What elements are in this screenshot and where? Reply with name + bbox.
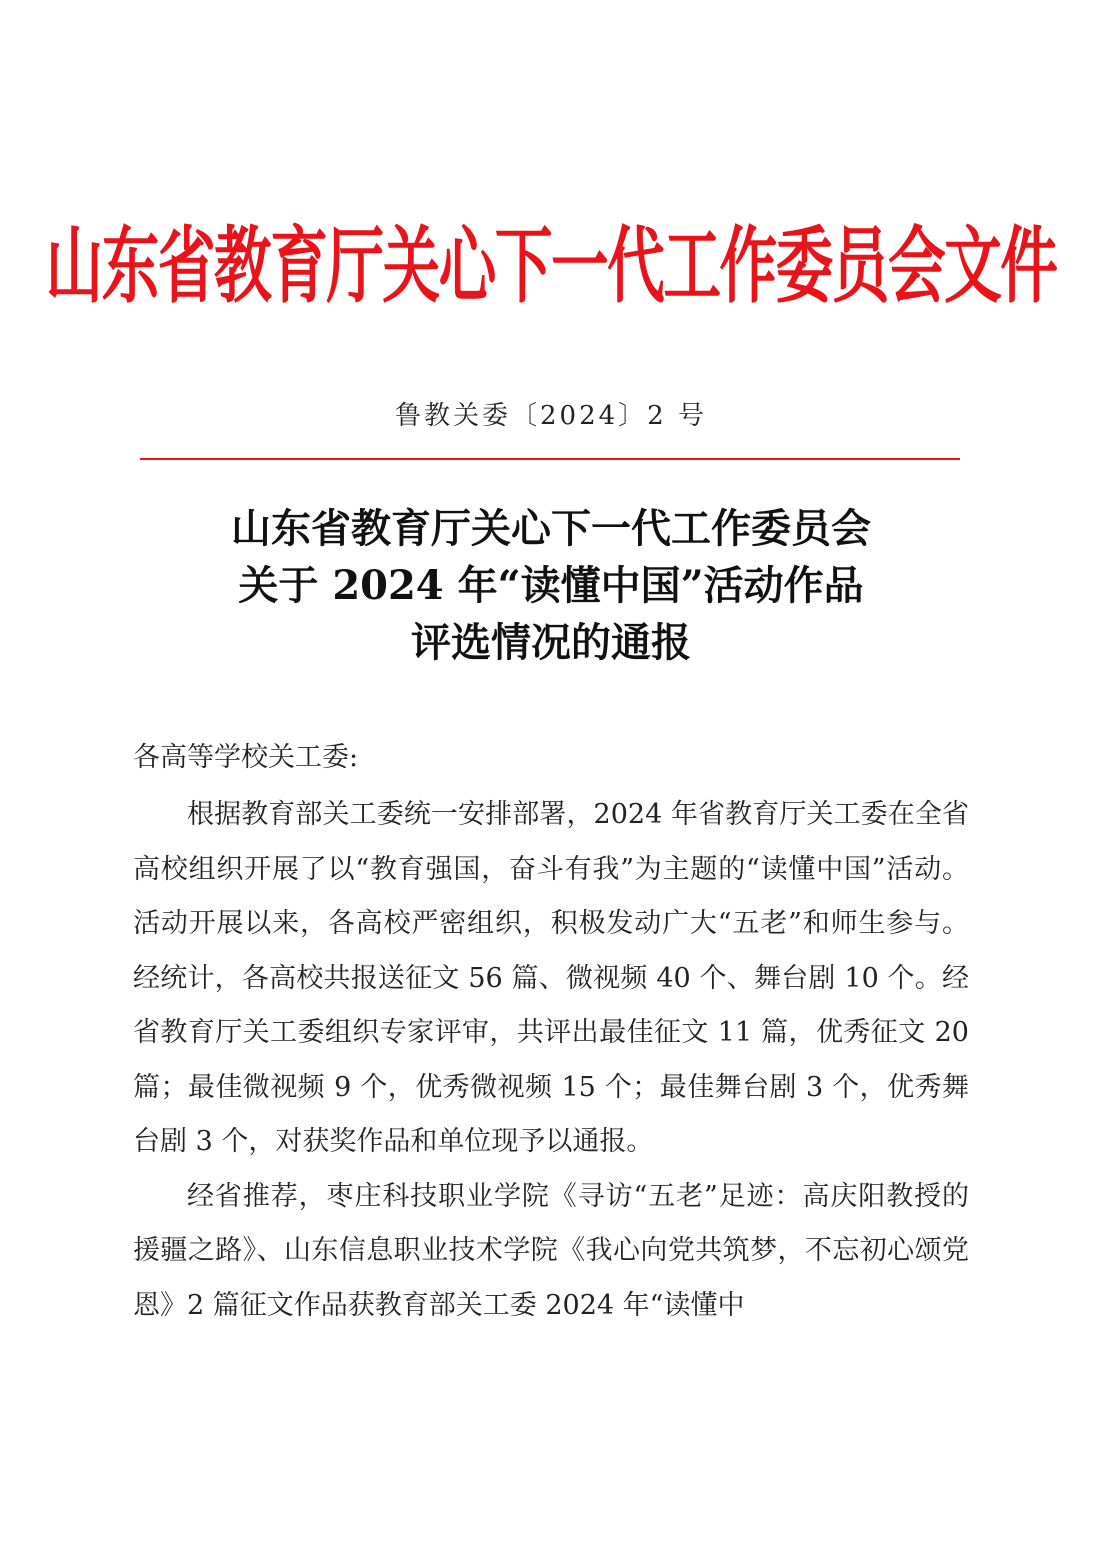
paragraph-2: 经省推荐，枣庄科技职业学院《寻访“五老”足迹：高庆阳教授的援疆之路》、山东信息职业技术学院《我心向党共筑梦，不忘初心颂党恩》2 篇征文作品获教育部关工委 2024 年“读懂中 (133, 1180, 969, 1321)
document-title (0, 500, 1102, 671)
body-text (133, 788, 969, 1333)
paragraph-1: 根据教育部关工委统一安排部署，2024 年省教育厅关工委在全省高校组织开展了以“教育强国，奋斗有我”为主题的“读懂中国”活动。活动开展以来，各高校严密组织，积极发动广大“五老”和师生参与。经统计，各高校共报送征文 56 篇、微视频 40 个、舞台剧 10 个。经省教育厅关工委组织专家评审，共评出最佳征文 11 篇，优秀征文 20 篇；最佳微视频 9 个，优秀微视频 15 个；最佳舞台剧 3 个，优秀舞台剧 3 个，对获奖作品和单位现予以通报。 (133, 799, 969, 1157)
document-number: 鲁教关委〔2024〕2 号 (395, 401, 707, 431)
salutation: 各高等学校关工委: (133, 742, 359, 773)
title-line-2: 关于 2024 年“读懂中国”活动作品 (238, 562, 864, 609)
red-masthead: 山东省教育厅关心下一代工作委员会文件 (45, 218, 1057, 315)
title-line-1: 山东省教育厅关心下一代工作委员会 (231, 505, 871, 552)
title-line-3: 评选情况的通报 (411, 619, 691, 666)
red-divider-line (140, 458, 960, 460)
